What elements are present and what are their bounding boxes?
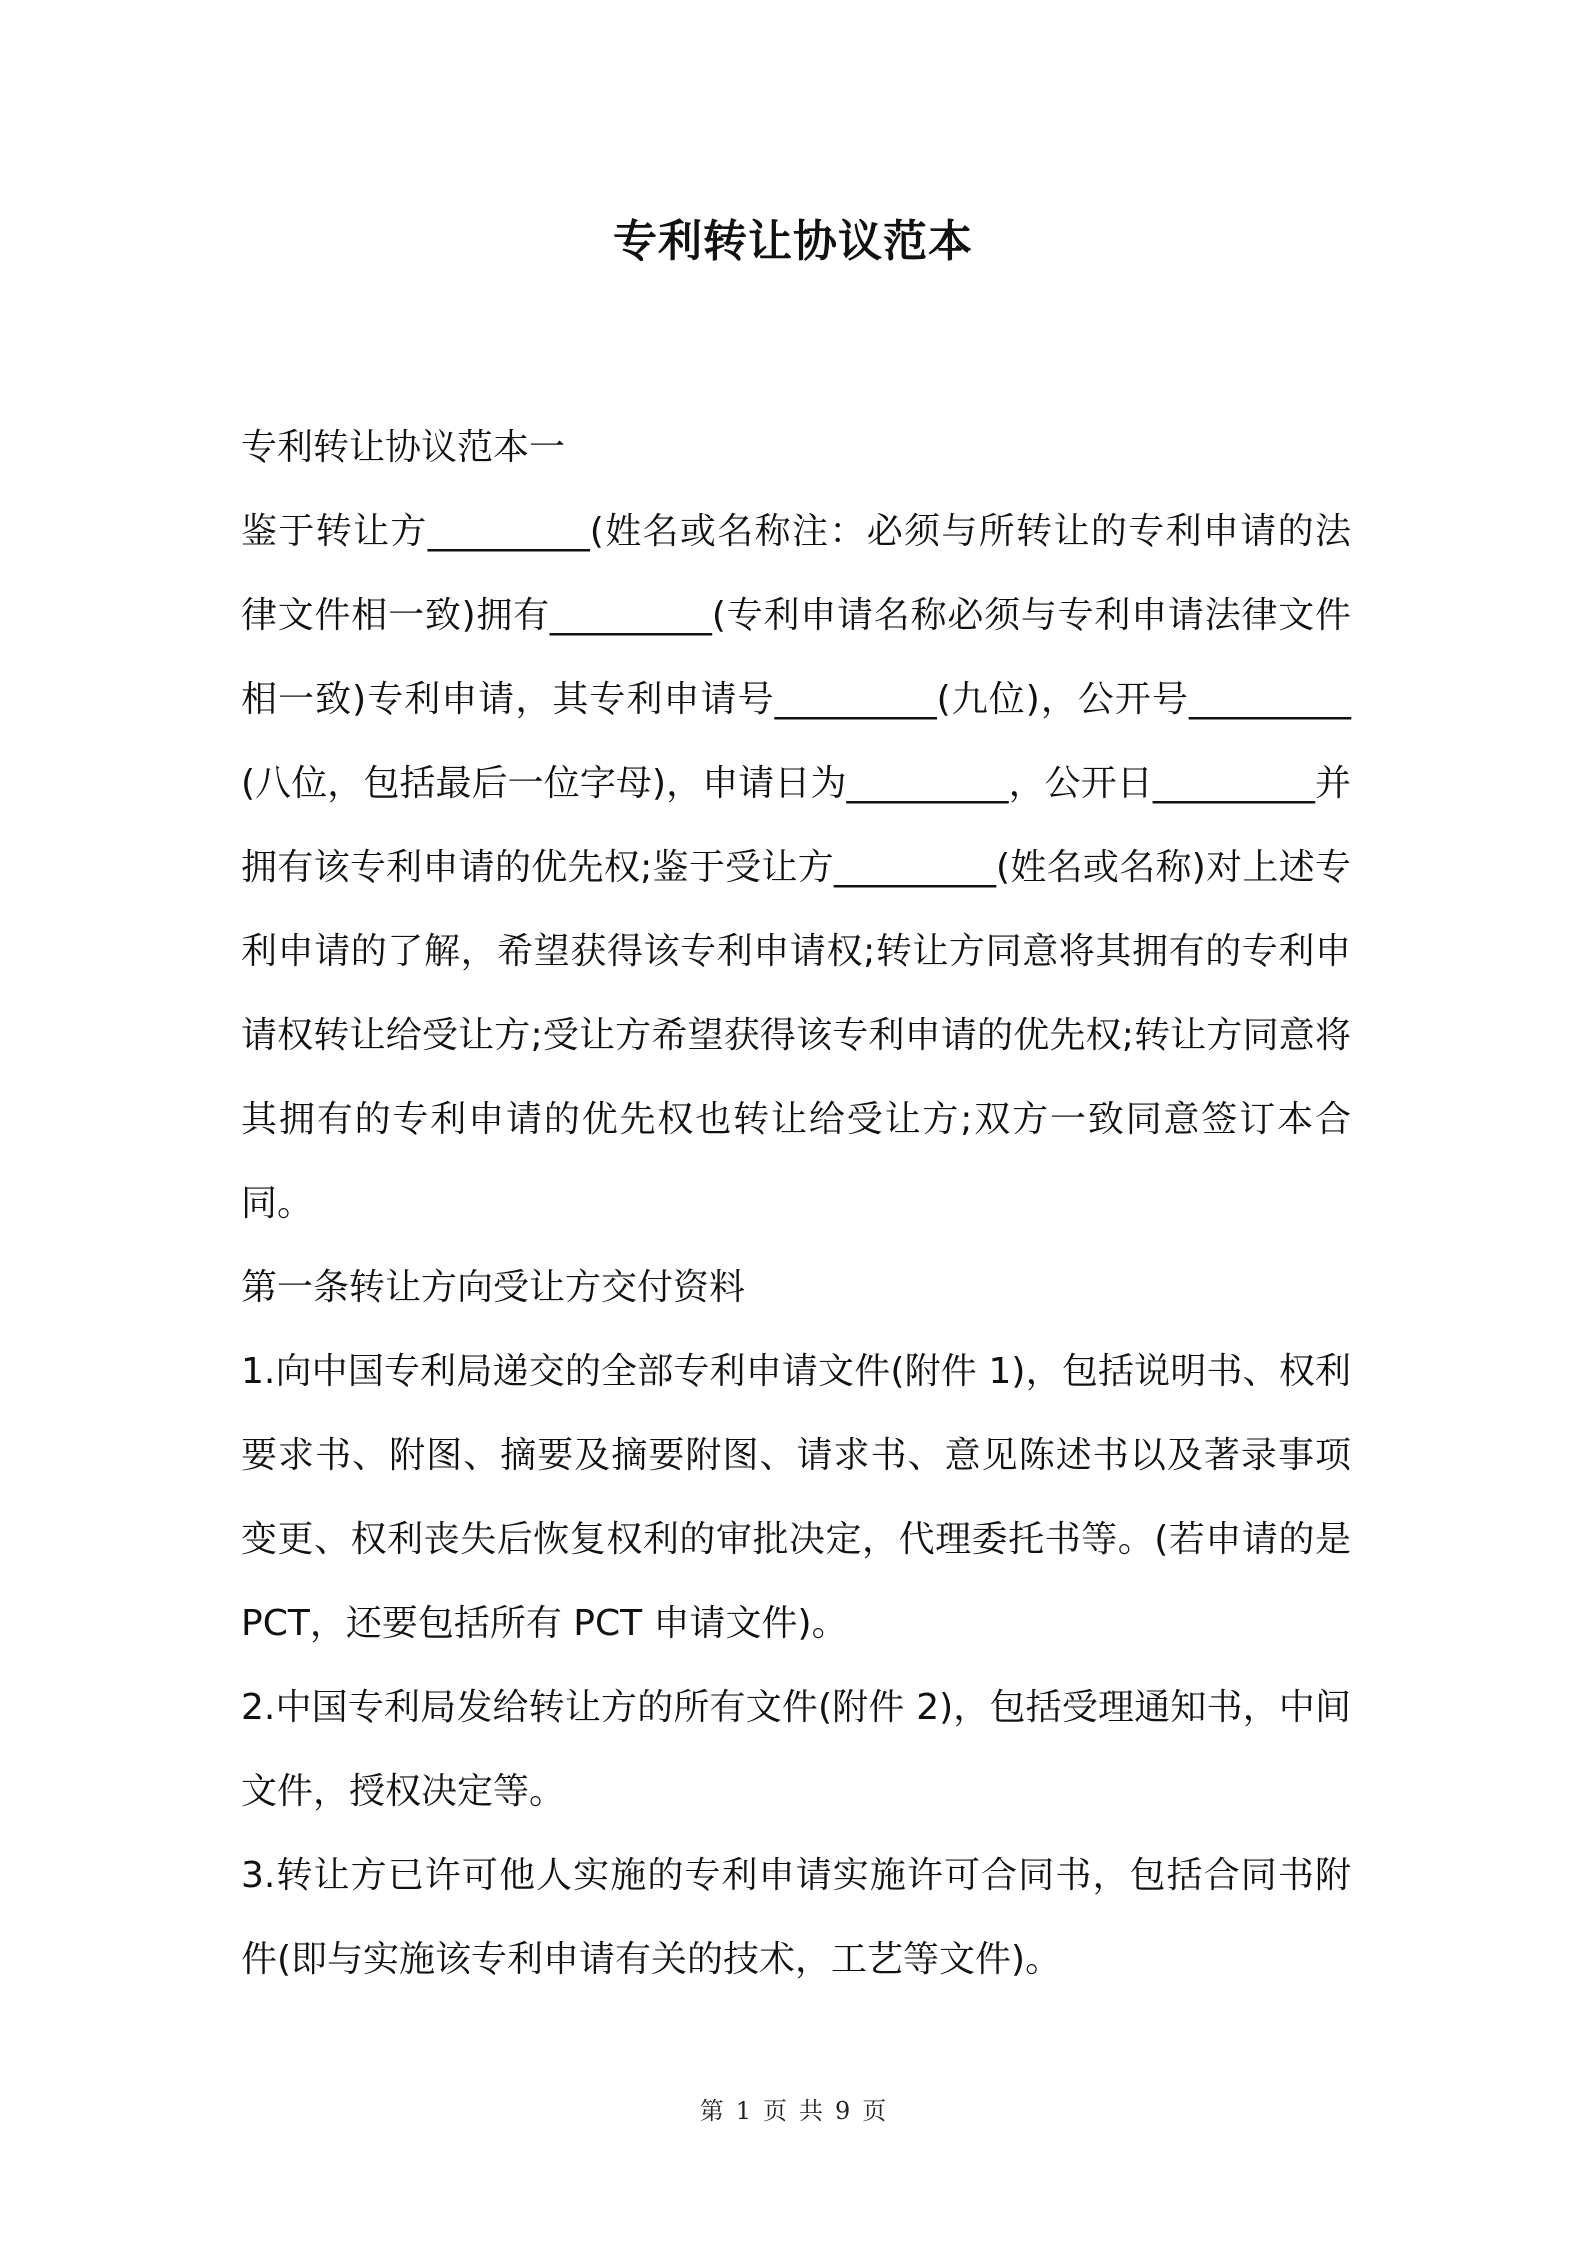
- section-heading: 专利转让协议范本一: [241, 427, 566, 468]
- footer-suffix: 页: [862, 2097, 887, 2125]
- footer-prefix: 第: [699, 2097, 724, 2125]
- page-footer: [0, 2096, 1586, 2126]
- clause-paragraph: 3.转让方已许可他人实施的专利申请实施许可合同书，包括合同书附件(即与实施该专利申请有关的技术，工艺等文件)。: [241, 1855, 1351, 1980]
- preamble-paragraph: 鉴于转让方_________(姓名或名称注：必须与所转让的专利申请的法律文件相一致)拥有_________(专利申请名称必须与专利申请法律文件相一致)专利申请，其专利申请号_________(九位)，公开号_________(八位，包括最后一位字母)，申请日为_________，公开日_________并拥有该专利申请的优先权;鉴于受让方_________(姓名或名称)对上述专利申请的了解，希望获得该专利申请权;转让方同意将其拥有的专利申请权转让给受让方;受让方希望获得该专利申请的优先权;转让方同意将其拥有的专利申请的优先权也转让给受让方;双方一致同意签订本合同。: [241, 511, 1351, 1224]
- document-title: 专利转让协议范本: [613, 216, 973, 267]
- footer-total-pages: 9: [835, 2097, 851, 2125]
- footer-current-page: 1: [735, 2097, 751, 2125]
- document-body: [241, 406, 1351, 2002]
- clause-paragraph: 1.向中国专利局递交的全部专利申请文件(附件 1)，包括说明书、权利要求书、附图、摘要及摘要附图、请求书、意见陈述书以及著录事项变更、权利丧失后恢复权利的审批决定，代理委托书等。(若申请的是 PCT，还要包括所有 PCT 申请文件)。: [241, 1351, 1351, 1644]
- article-heading: 第一条转让方向受让方交付资料: [241, 1267, 746, 1308]
- footer-total-word: 共: [799, 2097, 823, 2125]
- clause-paragraph: 2.中国专利局发给转让方的所有文件(附件 2)，包括受理通知书，中间文件，授权决定等。: [241, 1687, 1351, 1812]
- footer-page-word: 页: [763, 2097, 787, 2125]
